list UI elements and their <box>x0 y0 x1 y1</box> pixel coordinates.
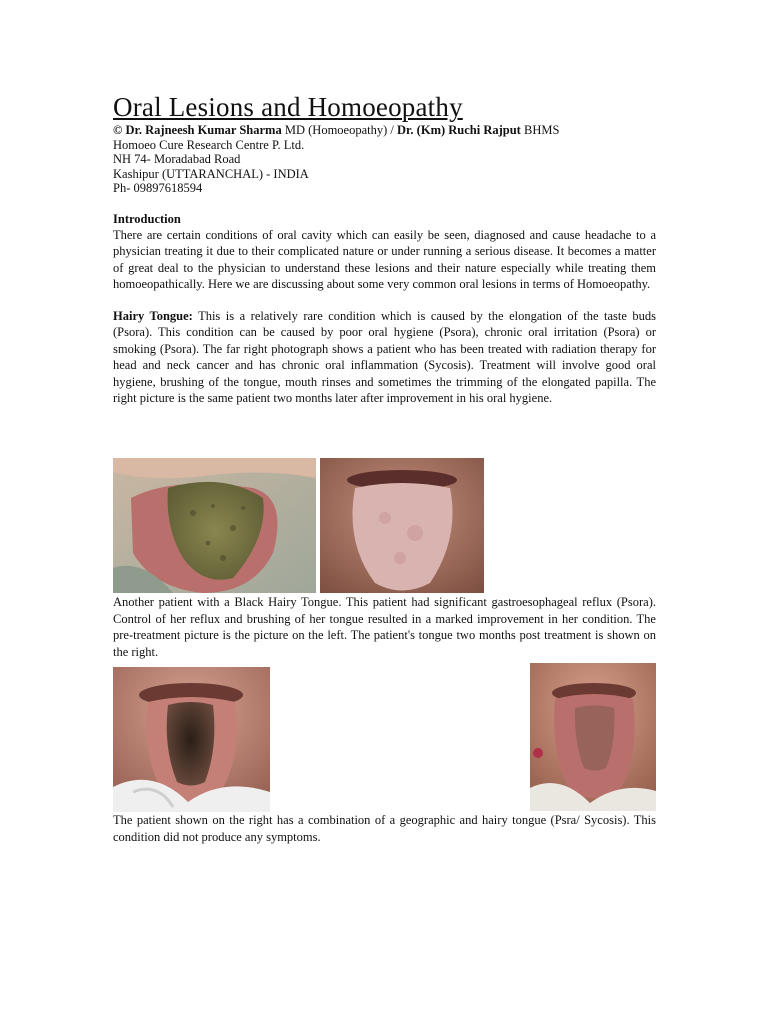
introduction-heading: Introduction <box>113 211 181 226</box>
geographic-text: The patient shown on the right has a combination of a geographic and hairy tongue (Psra/ Sycosis). This condition did not produce any symptoms. <box>113 813 656 844</box>
author-1-degree: MD (Homoeopathy) / <box>284 123 394 137</box>
geographic-caption <box>113 812 656 845</box>
hairy-tongue-photo-right <box>320 458 484 593</box>
black-tongue-photo-before <box>113 667 270 812</box>
document-title: Oral Lesions and Homoeopathy <box>113 92 463 122</box>
address-phone: Ph- 09897618594 <box>113 181 203 195</box>
black-tongue-photo-after <box>530 663 656 811</box>
address-line-1: Homoeo Cure Research Centre P. Ltd. <box>113 137 305 152</box>
black-hairy-caption <box>113 594 656 660</box>
introduction-text: There are certain conditions of oral cavity which can easily be seen, diagnosed and cause headache to a physician treating it due to their complicated nature or under running a serious disease. It becomes a matter of great deal to the physician to understand these lesions and their nature especially while treating them homoeopathically. Here we are discussing about some very common oral lesions in terms of Homoeopathy. <box>113 227 656 291</box>
address-line-2: NH 74- Moradabad Road <box>113 152 241 166</box>
author-2: Dr. (Km) Ruchi Rajput <box>397 123 521 137</box>
black-hairy-text: Another patient with a Black Hairy Tongue. This patient had significant gastroesophageal reflux (Psora). Control of her reflux and brushing of her tongue resulted in a marked improvement in her condition. The pre-treatment picture is the picture on the left. The patient's tongue two months post treatment is shown on the right. <box>113 595 656 659</box>
hairy-tongue-text: This is a relatively rare condition which is caused by the elongation of the taste buds (Psora). This condition can be caused by poor oral hygiene (Psora), chronic oral irritation (Psora) or smoking (Psora). The far right photograph shows a patient who has been treated with radiation therapy for head and neck cancer and has chronic oral inflammation (Sycosis). Treatment will involve good oral hygiene, brushing of the tongue, mouth rinses and sometimes the trimming of the elongated papilla. The right picture is the same patient two months later after improvement in his oral hygiene. <box>113 308 656 405</box>
hairy-tongue-heading: Hairy Tongue: <box>113 308 193 323</box>
address-line-3: Kashipur (UTTARANCHAL) - INDIA <box>113 166 309 181</box>
authors-line <box>113 123 656 138</box>
hairy-tongue-photo-left <box>113 458 316 593</box>
document-page <box>113 92 656 407</box>
author-1: © Dr. Rajneesh Kumar Sharma <box>113 123 282 137</box>
hairy-tongue-paragraph <box>113 308 656 407</box>
author-2-degree: BHMS <box>523 123 560 137</box>
